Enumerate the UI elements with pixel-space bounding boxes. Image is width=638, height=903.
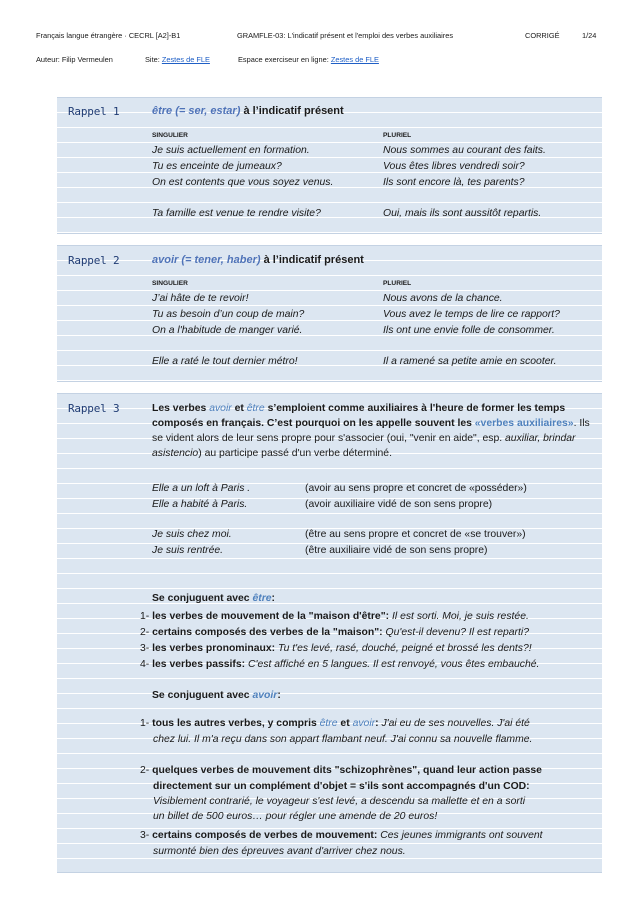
r1-plural-heading: PLURIEL (383, 132, 412, 139)
item-example: Qu'est-il devenu? Il est reparti? (385, 627, 529, 638)
intro-text: Les verbes (152, 403, 207, 414)
item-number: 2- (140, 765, 150, 776)
r2-singular-heading: SINGULIER (152, 280, 188, 287)
intro-text-spanish: auxiliar, brindar asistencio (152, 433, 576, 459)
item-example: surmonté bien des épreuves avant d'arriver chez nous. (153, 846, 406, 857)
r1-sing-row: Ta famille est venue te rendre visite? (152, 208, 321, 219)
space-label: Espace exerciseur en ligne: (238, 55, 329, 64)
etre-item (140, 626, 529, 639)
etre-word: être (252, 593, 272, 604)
intro-text: s’emploient comme auxiliaires à l'heure de former les (267, 403, 532, 414)
r2-plur-row: Nous avons de la chance. (383, 293, 503, 304)
rappel-1-title-rest: à l’indicatif présent (243, 105, 344, 117)
rappel-3-label: Rappel 3 (68, 402, 120, 415)
r2-plural-heading: PLURIEL (383, 280, 412, 287)
item-number: 2- (140, 627, 150, 638)
r1-singular-heading: SINGULIER (152, 132, 188, 139)
item-rule: les verbes de mouvement de la "maison d'être": (152, 611, 390, 622)
rappel-2-verb: avoir (= tener, haber) (152, 254, 261, 266)
r1-plur-row: Vous êtes libres vendredi soir? (383, 161, 525, 172)
example-note: (avoir au sens propre et concret de «posséder») (305, 483, 527, 494)
rappel-1-label: Rappel 1 (68, 105, 120, 118)
r2-sing-row: Elle a raté le tout dernier métro! (152, 356, 298, 367)
page-number: 1/24 (582, 31, 597, 40)
item-example: Il est sorti. Moi, je suis restée. (392, 611, 529, 622)
r1-plur-row: Ils sont encore là, tes parents? (383, 177, 525, 188)
avoir-word: avoir (252, 690, 278, 701)
etre-item (140, 610, 529, 623)
intro-text: . Ils se vident alors de leur sens propre pour s'associer (oui, "venir en aide", esp. (152, 418, 590, 444)
avoir-word: avoir (209, 403, 232, 414)
rappel-1-title (152, 105, 344, 118)
r2-sing-row: J’ai hâte de te revoir! (152, 293, 249, 304)
example-note: (être au sens propre et concret de «se trouver») (305, 529, 526, 540)
site-label: Site: (145, 55, 160, 64)
avoir-item-3 (140, 829, 543, 842)
example-sentence: Elle a un loft à Paris . (152, 483, 251, 494)
item-number: 1- (140, 718, 150, 729)
conj-avoir-text: Se conjuguent avec (152, 690, 250, 701)
rappel-2-title (152, 254, 364, 267)
r1-plur-row: Oui, mais ils sont aussitôt repartis. (383, 208, 542, 219)
item-example: Visiblement contrarié, le voyageur s'est levé, a descendu sa mallette et en a sorti (153, 796, 526, 807)
example-sentence: Je suis rentrée. (152, 545, 224, 556)
r2-sing-row: Tu as besoin d’un coup de main? (152, 309, 305, 320)
rappel-2-title-rest: à l’indicatif présent (263, 254, 364, 266)
avoir-word: avoir (352, 718, 376, 729)
space-link[interactable]: Zestes de FLE (330, 55, 379, 64)
avoir-item-2 (140, 764, 542, 777)
etre-item (140, 658, 539, 671)
etre-item (140, 642, 532, 655)
etre-word: être (246, 403, 265, 414)
item-rule: tous les autres verbes, y compris (152, 718, 317, 729)
example-sentence: Elle a habité à Paris. (152, 499, 248, 510)
avoir-item-1: 1- tous les autres verbes, y compris être et avoir: J'ai eu de ses nouvelles. J'ai été (140, 718, 530, 729)
r1-sing-row: On est contents que vous soyez venus. (152, 177, 334, 188)
author-label: Auteur: Filip Vermeulen (36, 55, 113, 64)
conj-etre-heading: Se conjuguent avec être: (152, 593, 276, 604)
etre-word: être (319, 718, 338, 729)
item-example: un billet de 500 euros… pour régler une amende de 20 euros! (153, 811, 438, 822)
example-sentence: Je suis chez moi. (152, 529, 232, 540)
item-rule: et (340, 718, 350, 729)
rappel-2-label: Rappel 2 (68, 254, 120, 267)
r1-plur-row: Nous sommes au courant des faits. (383, 145, 546, 156)
item-example: J'ai eu de ses nouvelles. J'ai été (381, 718, 530, 729)
item-rule: les verbes pronominaux: (152, 643, 276, 654)
rappel-3-intro (152, 401, 592, 461)
item-rule: quelques verbes de mouvement dits "schizophrènes", quand leur action passe (152, 765, 542, 776)
item-example: chez lui. Il m'a reçu dans son appart flambant neuf. J'ai connu sa nouvelle flamme. (153, 734, 533, 745)
r1-sing-row: Tu es enceinte de jumeaux? (152, 161, 282, 172)
document-title: GRAMFLE-03: L'indicatif présent et l'emploi des verbes auxiliaires (237, 31, 454, 40)
space-info (238, 55, 379, 64)
r2-plur-row: Il a ramené sa petite amie en scooter. (383, 356, 557, 367)
item-number: 4- (140, 659, 150, 670)
item-example: Ces jeunes immigrants ont souvent (380, 830, 543, 841)
r1-sing-row: Je suis actuellement en formation. (152, 145, 310, 156)
conj-etre-text: Se conjuguent avec (152, 593, 250, 604)
item-number: 1- (140, 611, 150, 622)
intro-text: et (234, 403, 244, 414)
item-number: 3- (140, 643, 150, 654)
r2-sing-row: On a l'habitude de manger varié. (152, 325, 303, 336)
r2-plur-row: Ils ont une envie folle de consommer. (383, 325, 555, 336)
conj-avoir-heading: Se conjuguent avec avoir: (152, 690, 281, 701)
status-label: CORRIGÉ (525, 31, 560, 40)
item-rule: certains composés de verbes de mouvement: (152, 830, 378, 841)
intro-text: ) au participe passé d'un verbe déterminé. (198, 448, 392, 459)
site-link[interactable]: Zestes de FLE (161, 55, 210, 64)
item-rule: les verbes passifs: (152, 659, 246, 670)
example-note: (avoir auxiliaire vidé de son sens propre) (305, 499, 493, 510)
site-info (145, 55, 210, 64)
item-number: 3- (140, 830, 150, 841)
example-note: (être auxiliaire vidé de son sens propre) (305, 545, 488, 556)
r2-plur-row: Vous avez le temps de lire ce rapport? (383, 309, 560, 320)
course-label: Français langue étrangère · CECRL [A2]-B1 (36, 31, 181, 40)
intro-text: temps composés en français. C’est pourquoi on les appelle souvent les (152, 403, 566, 429)
rappel-1-verb: être (= ser, estar) (152, 105, 241, 117)
item-rule: certains composés des verbes de la "maison": (152, 627, 383, 638)
quoted-term: «verbes auxiliaires» (474, 418, 574, 429)
item-example: Tu t'es levé, rasé, douché, peigné et brossé les dents?! (278, 643, 532, 654)
item-rule: directement sur un complément d'objet = s'ils sont accompagnés d'un COD: (153, 781, 530, 792)
item-example: C'est affiché en 5 langues. Il est renvoyé, vous êtes embauché. (248, 659, 540, 670)
